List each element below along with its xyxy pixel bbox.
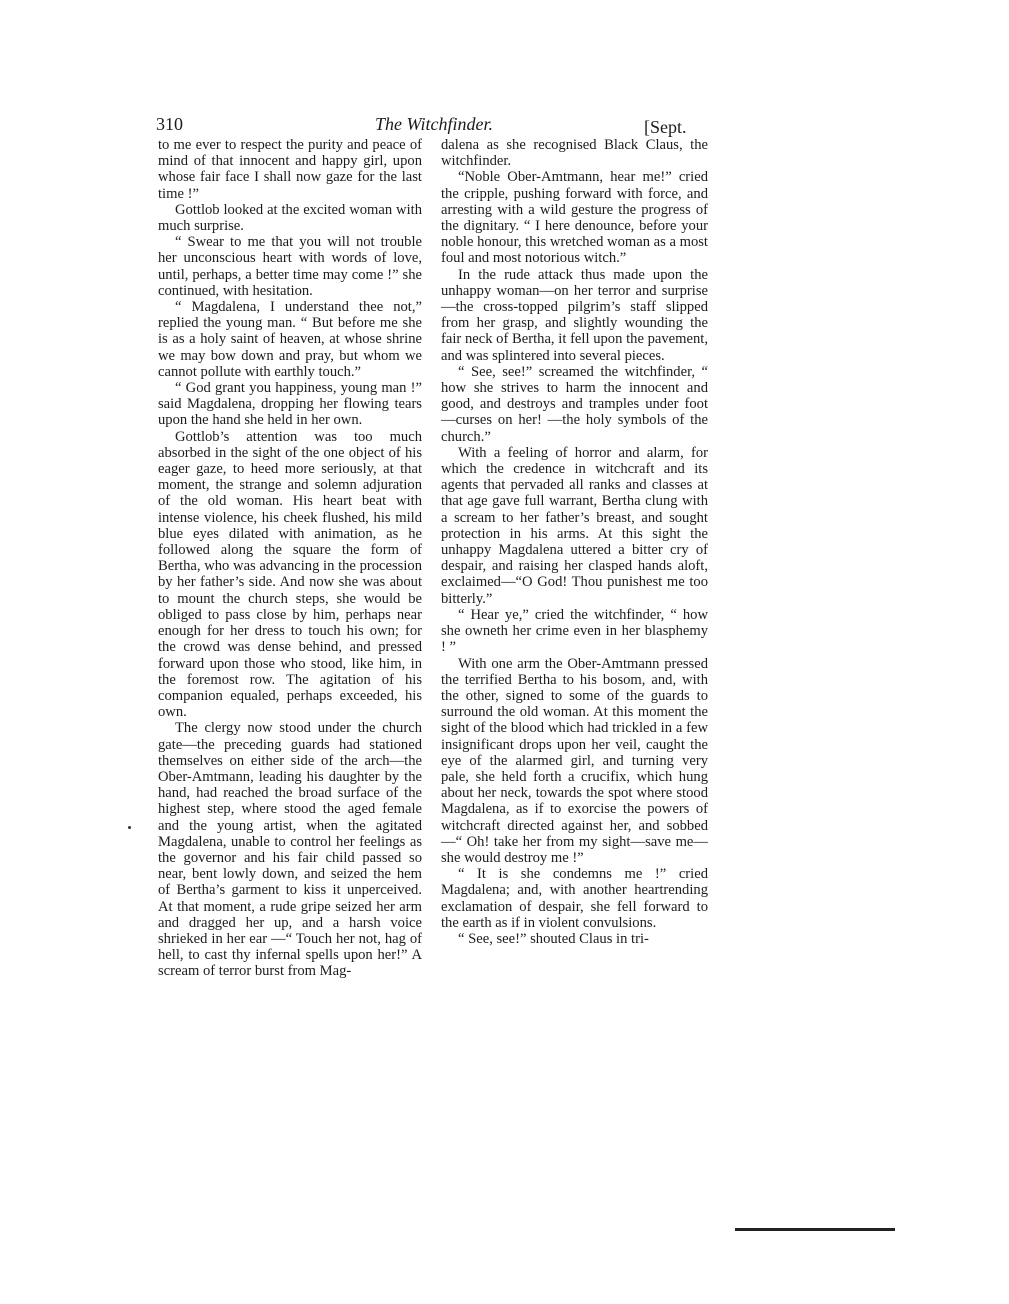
paragraph: Gottlob’s attention was too much absorbed in the sight of the one object of his eager gaze, to heed more seriously, at that moment, the strange and solemn adjuration of the old woman. His heart beat with intense violence, his cheek flushed, his mild blue eyes dilated with animation, as he followed along the square the form of Bertha, who was advancing in the procession by her father’s side. And now she was about to mount the church steps, she would be obliged to pass close by him, perhaps near enough for her dress to touch his own; for the crowd was dense behind, and pressed forward upon those who stood, like him, in the foremost row. The agitation of his companion equaled, perhaps exceeded, his own. [158,428,422,721]
paragraph: “ See, see!” screamed the witchfinder, “ how she strives to harm the innocent and good, and destroys and tramples under foot—curses on her! —the holy symbols of the church.” [441,363,708,445]
paragraph: With one arm the Ober-Amtmann pressed the terrified Bertha to his bosom, and, with the other, signed to some of the guards to surround the old woman. At this moment the sight of the blood which had trickled in a few insignificant drops upon her veil, caught the eye of the alarmed girl, and turning very pale, she held forth a crucifix, which hung about her neck, towards the spot where stood Magdalena, as if to exorcise the powers of witchcraft directed against her, and sobbed—“ Oh! take her from my sight—save me—she would destroy me !” [441,655,708,866]
paragraph: “ It is she condemns me !” cried Magdalena; and, with another heartrending exclamation of despair, she fell forward to the earth as if in violent convulsions. [441,866,708,931]
paragraph: Gottlob looked at the excited woman with much surprise. [158,201,422,235]
paragraph: “ God grant you happiness, young man !” said Magdalena, dropping her flowing tears upon the hand she held in her own. [158,380,422,429]
paragraph: “Noble Ober-Amtmann, hear me!” cried the cripple, pushing forward with force, and arresting with a wild gesture the progress of the dignitary. “ I here denounce, before your noble honour, this wretched woman as a most foul and most notorious witch.” [441,169,708,267]
left-column [158,137,422,980]
paragraph: “ Hear ye,” cried the witchfinder, “ how she owneth her crime even in her blasphemy ! ” [441,606,708,656]
footer-rule [735,1228,895,1231]
paragraph: With a feeling of horror and alarm, for which the credence in witchcraft and its agents that pervaded all ranks and classes at that age gave full warrant, Bertha clung with a scream to her father’s breast, and sought protection in his arms. At this sight the unhappy Magdalena uttered a bitter cry of despair, and raising her clasped hands aloft, exclaimed—“O God! Thou punishest me too bitterly.” [441,444,708,607]
running-month: [Sept. [644,117,687,137]
right-column [441,137,708,947]
paragraph: The clergy now stood under the church gate—the preceding guards had stationed themselves on either side of the arch—the Ober-Amtmann, leading his daughter by the hand, had reached the broad surface of the highest step, where stood the aged female and the young artist, when the agitated Magdalena, unable to control her feelings as the governor and his fair child passed so near, bent lowly down, and seized the hem of Bertha’s garment to kiss it unperceived. At that moment, a rude gripe seized her arm and dragged her up, and a harsh voice shrieked in her ear —“ Touch her not, hag of hell, to cast thy infernal spells upon her!” A scream of terror burst from Mag- [158,720,422,980]
paragraph: dalena as she recognised Black Claus, the witchfinder. [441,137,708,170]
paragraph: “ Swear to me that you will not trouble her unconscious heart with words of love, until, perhaps, a better time may come !” she continued, with hesitation. [158,234,422,299]
paragraph: “ Magdalena, I understand thee not,” replied the young man. “ But before me she is as a holy saint of heaven, at whose shrine we may bow down and pray, but whom we cannot pollute with earthly touch.” [158,299,422,380]
running-title: The Witchfinder. [375,114,493,134]
margin-mark [128,826,131,829]
paragraph: In the rude attack thus made upon the unhappy woman—on her terror and surprise—the cross-topped pilgrim’s staff slipped from her grasp, and slightly wounding the fair neck of Bertha, it fell upon the pavement, and was splintered into several pieces. [441,266,708,364]
paragraph: to me ever to respect the purity and peace of mind of that innocent and happy girl, upon whose fair face I shall now gaze for the last time !” [158,137,422,202]
page-number: 310 [156,114,183,134]
paragraph: “ See, see!” shouted Claus in tri- [458,930,649,947]
